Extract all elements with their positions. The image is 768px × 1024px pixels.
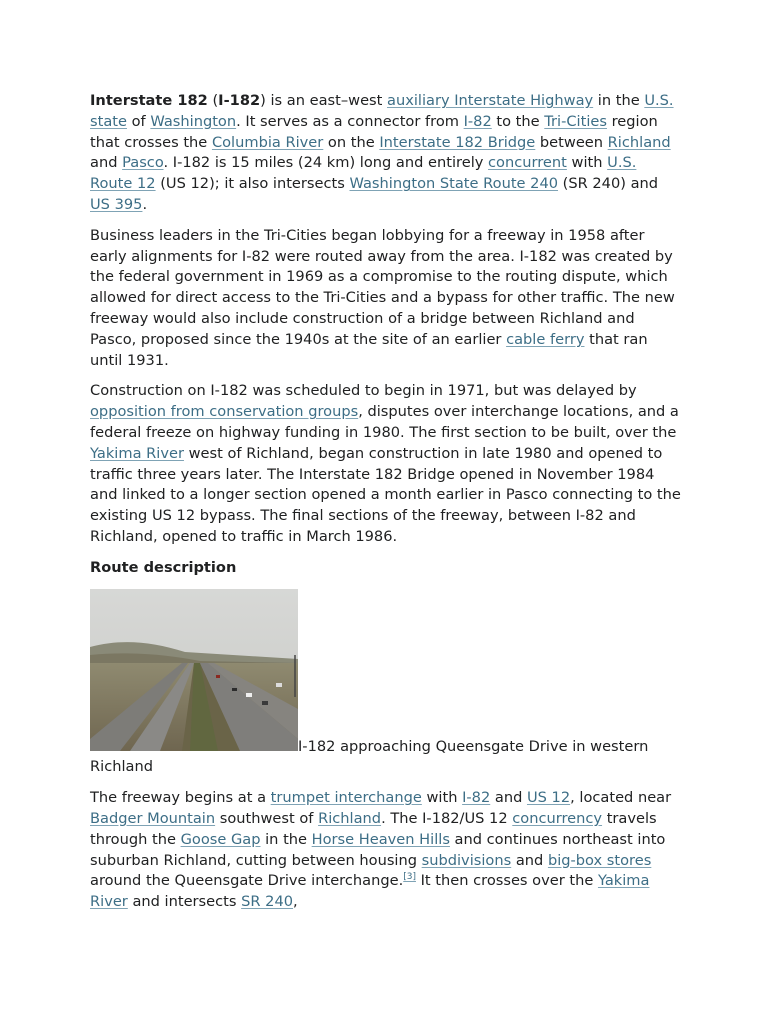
text: that ran until 1931. [90, 330, 648, 369]
section-heading-route-description: Route description [90, 558, 237, 576]
text: . The I-182/US 12 [381, 809, 513, 827]
text: in the [593, 92, 645, 109]
text: to the [491, 112, 545, 130]
link-columbia-river[interactable]: Columbia River [211, 133, 324, 151]
text: . I-182 is 15 miles (24 km) long and entirely [163, 154, 489, 172]
article-body [90, 91, 682, 923]
link-i82[interactable]: I-82 [463, 112, 492, 130]
link-tri-cities[interactable]: Tri-Cities [544, 112, 607, 130]
text: (SR 240) and [558, 175, 659, 193]
text: between [535, 133, 608, 151]
link-us-state[interactable]: U.S. state [90, 92, 674, 130]
link-richland-route[interactable]: Richland [318, 809, 382, 827]
abbrev-bold: I-182 [218, 92, 261, 109]
link-concurrency[interactable]: concurrency [512, 809, 603, 827]
text: . It serves as a connector from [236, 112, 464, 130]
link-big-box-stores[interactable]: big-box stores [547, 851, 652, 869]
link-us-12[interactable]: US 12 [526, 789, 571, 807]
text: (US 12); it also intersects [155, 175, 350, 193]
text: region that crosses the [90, 112, 658, 151]
history-paragraph-2 [90, 381, 682, 547]
link-sr-240[interactable]: Washington State Route 240 [349, 175, 559, 193]
link-i82-route[interactable]: I-82 [462, 789, 491, 807]
text: , disputes over interchange locations, and a federal freeze on highway funding in 1980. The first section to be built, over the [90, 403, 679, 441]
text: ) is an east–west [260, 92, 388, 109]
text: and [490, 789, 527, 807]
text: Business leaders in the Tri-Cities began lobbying for a freeway in 1958 after early alignments for I-82 were routed away from the area. I-182 was created by the federal government in 1969 as a compromise to the routing dispute, which allowed for direct access to the Tri-Cities and a bypass for other traffic. The new freeway would also include construction of a bridge between Richland and Pasco, proposed since the 1940s at the site of an earlier [90, 226, 675, 348]
link-conservation-opposition[interactable]: opposition from conservation groups [90, 403, 359, 421]
text: and [90, 154, 123, 172]
link-yakima-river-route[interactable]: Yakima River [90, 872, 650, 911]
text: . [142, 195, 148, 213]
text: around the Queensgate Drive interchange. [90, 872, 404, 890]
photo-with-caption [90, 589, 682, 779]
text: , [293, 893, 298, 911]
text: southwest of [215, 809, 319, 827]
photo-caption: I-182 approaching Queensgate Drive in western Richland [90, 737, 649, 776]
text: ( [207, 92, 219, 109]
link-washington[interactable]: Washington [150, 112, 237, 130]
text: on the [323, 133, 380, 151]
text: It then crosses over the [415, 872, 598, 890]
link-i182-bridge[interactable]: Interstate 182 Bridge [379, 133, 536, 151]
link-goose-gap[interactable]: Goose Gap [180, 830, 261, 848]
link-trumpet-interchange[interactable]: trumpet interchange [270, 789, 422, 807]
text: with [566, 154, 608, 172]
link-us-395[interactable]: US 395 [90, 195, 143, 213]
text: of [126, 112, 151, 130]
link-sr-240-route[interactable]: SR 240 [241, 893, 294, 911]
link-subdivisions[interactable]: subdivisions [421, 851, 512, 869]
text: Construction on I-182 was scheduled to begin in 1971, but was delayed by [90, 382, 637, 400]
link-horse-heaven-hills[interactable]: Horse Heaven Hills [311, 830, 450, 848]
text: and intersects [127, 893, 242, 911]
freeway-photo[interactable] [90, 589, 298, 751]
text: with [421, 789, 463, 807]
text: travels through the [90, 809, 657, 848]
text: The freeway begins at a [90, 789, 271, 807]
text: , located near [570, 789, 672, 807]
link-cable-ferry[interactable]: cable ferry [506, 330, 585, 348]
link-pasco[interactable]: Pasco [122, 154, 164, 172]
history-paragraph-1 [90, 226, 682, 372]
text: and [511, 851, 548, 869]
text: in the [260, 830, 312, 848]
link-yakima-river[interactable]: Yakima River [90, 444, 184, 462]
text: and continues northeast into suburban Richland, cutting between housing [90, 830, 666, 869]
link-richland[interactable]: Richland [607, 133, 671, 151]
route-paragraph-1 [90, 788, 682, 913]
link-us-route-12[interactable]: U.S. Route 12 [90, 154, 637, 193]
article-title-bold: Interstate 182 [90, 92, 208, 109]
intro-paragraph [90, 91, 682, 216]
text: west of Richland, began construction in late 1980 and opened to traffic three years later. The Interstate 182 Bridge opened in November 1984 and linked to a longer section opened a month earlier in Pasco connecting to the existing US 12 bypass. The final sections of the freeway, between I-82 and Richland, opened to traffic in March 1986. [90, 444, 681, 545]
reference-link[interactable]: [3] [403, 872, 416, 883]
link-badger-mountain[interactable]: Badger Mountain [90, 809, 216, 827]
link-auxiliary-interstate[interactable]: auxiliary Interstate Highway [387, 92, 594, 109]
link-concurrent[interactable]: concurrent [488, 154, 567, 172]
